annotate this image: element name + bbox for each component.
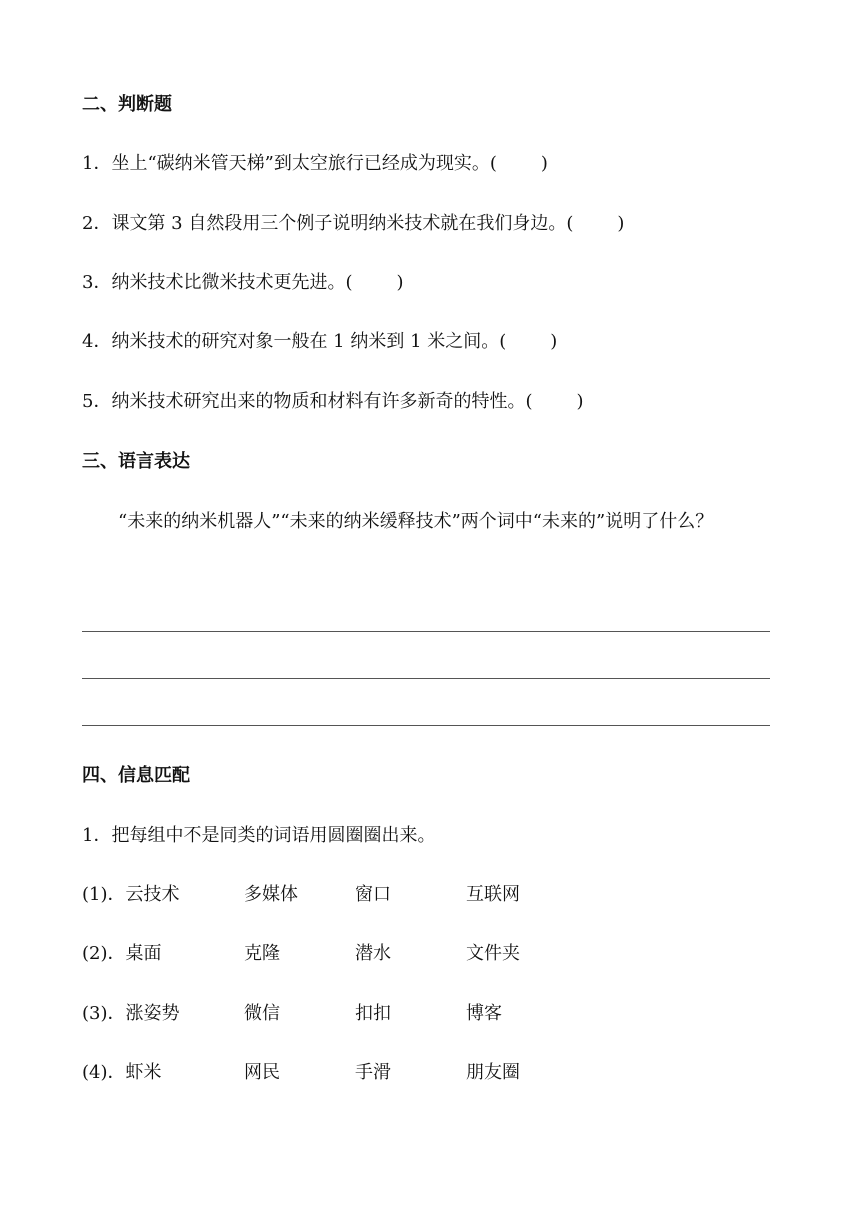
bracket-close: ): [396, 272, 404, 293]
word-item[interactable]: 互联网: [466, 884, 520, 905]
word-item[interactable]: 扣扣: [355, 1003, 391, 1024]
word-item[interactable]: (3)．涨姿势: [82, 1003, 180, 1024]
word-item[interactable]: 文件夹: [466, 943, 520, 964]
word-item[interactable]: 朋友圈: [466, 1062, 520, 1083]
word-item[interactable]: (1)．云技术: [82, 884, 180, 905]
word-group-4: [82, 1061, 682, 1085]
word-item[interactable]: 博客: [466, 1003, 502, 1024]
section-4-heading: 四、信息匹配: [82, 765, 190, 786]
word-item[interactable]: 手滑: [355, 1062, 391, 1083]
judgement-item-1: [82, 152, 548, 176]
judgement-item-4: [82, 330, 557, 354]
word-item[interactable]: 多媒体: [244, 884, 298, 905]
judgement-item-2: [82, 212, 624, 236]
word-group-3: [82, 1002, 682, 1026]
judgement-item-text: 2．课文第 3 自然段用三个例子说明纳米技术就在我们身边。(: [82, 213, 574, 234]
judgement-item-text: 4．纳米技术的研究对象一般在 1 纳米到 1 米之间。(: [82, 331, 507, 352]
judgement-item-3: [82, 271, 404, 295]
word-item[interactable]: 克隆: [244, 943, 280, 964]
answer-line-3[interactable]: [82, 725, 770, 726]
answer-line-2[interactable]: [82, 678, 770, 679]
matching-instruction: 1．把每组中不是同类的词语用圆圈圈出来。: [82, 825, 436, 846]
bracket-close: ): [550, 331, 558, 352]
word-group-1: [82, 883, 682, 907]
bracket-close: ): [617, 213, 625, 234]
section-3-heading: 三、语言表达: [82, 451, 190, 472]
word-item[interactable]: 网民: [244, 1062, 280, 1083]
judgement-item-text: 3．纳米技术比微米技术更先进。(: [82, 272, 353, 293]
answer-line-1[interactable]: [82, 631, 770, 632]
section-2-heading: 二、判断题: [82, 94, 172, 115]
word-item[interactable]: 微信: [244, 1003, 280, 1024]
bracket-close: ): [540, 153, 548, 174]
word-item[interactable]: 潜水: [355, 943, 391, 964]
language-question: “未来的纳米机器人”“未来的纳米缓释技术”两个词中“未来的”说明了什么？: [118, 511, 714, 532]
word-item[interactable]: (2)．桌面: [82, 943, 162, 964]
bracket-close: ): [576, 391, 584, 412]
word-item[interactable]: (4)．虾米: [82, 1062, 162, 1083]
judgement-item-text: 5．纳米技术研究出来的物质和材料有许多新奇的特性。(: [82, 391, 533, 412]
judgement-item-text: 1．坐上“碳纳米管天梯”到太空旅行已经成为现实。(: [82, 153, 497, 174]
judgement-item-5: [82, 390, 584, 414]
word-item[interactable]: 窗口: [355, 884, 391, 905]
word-group-2: [82, 942, 682, 966]
